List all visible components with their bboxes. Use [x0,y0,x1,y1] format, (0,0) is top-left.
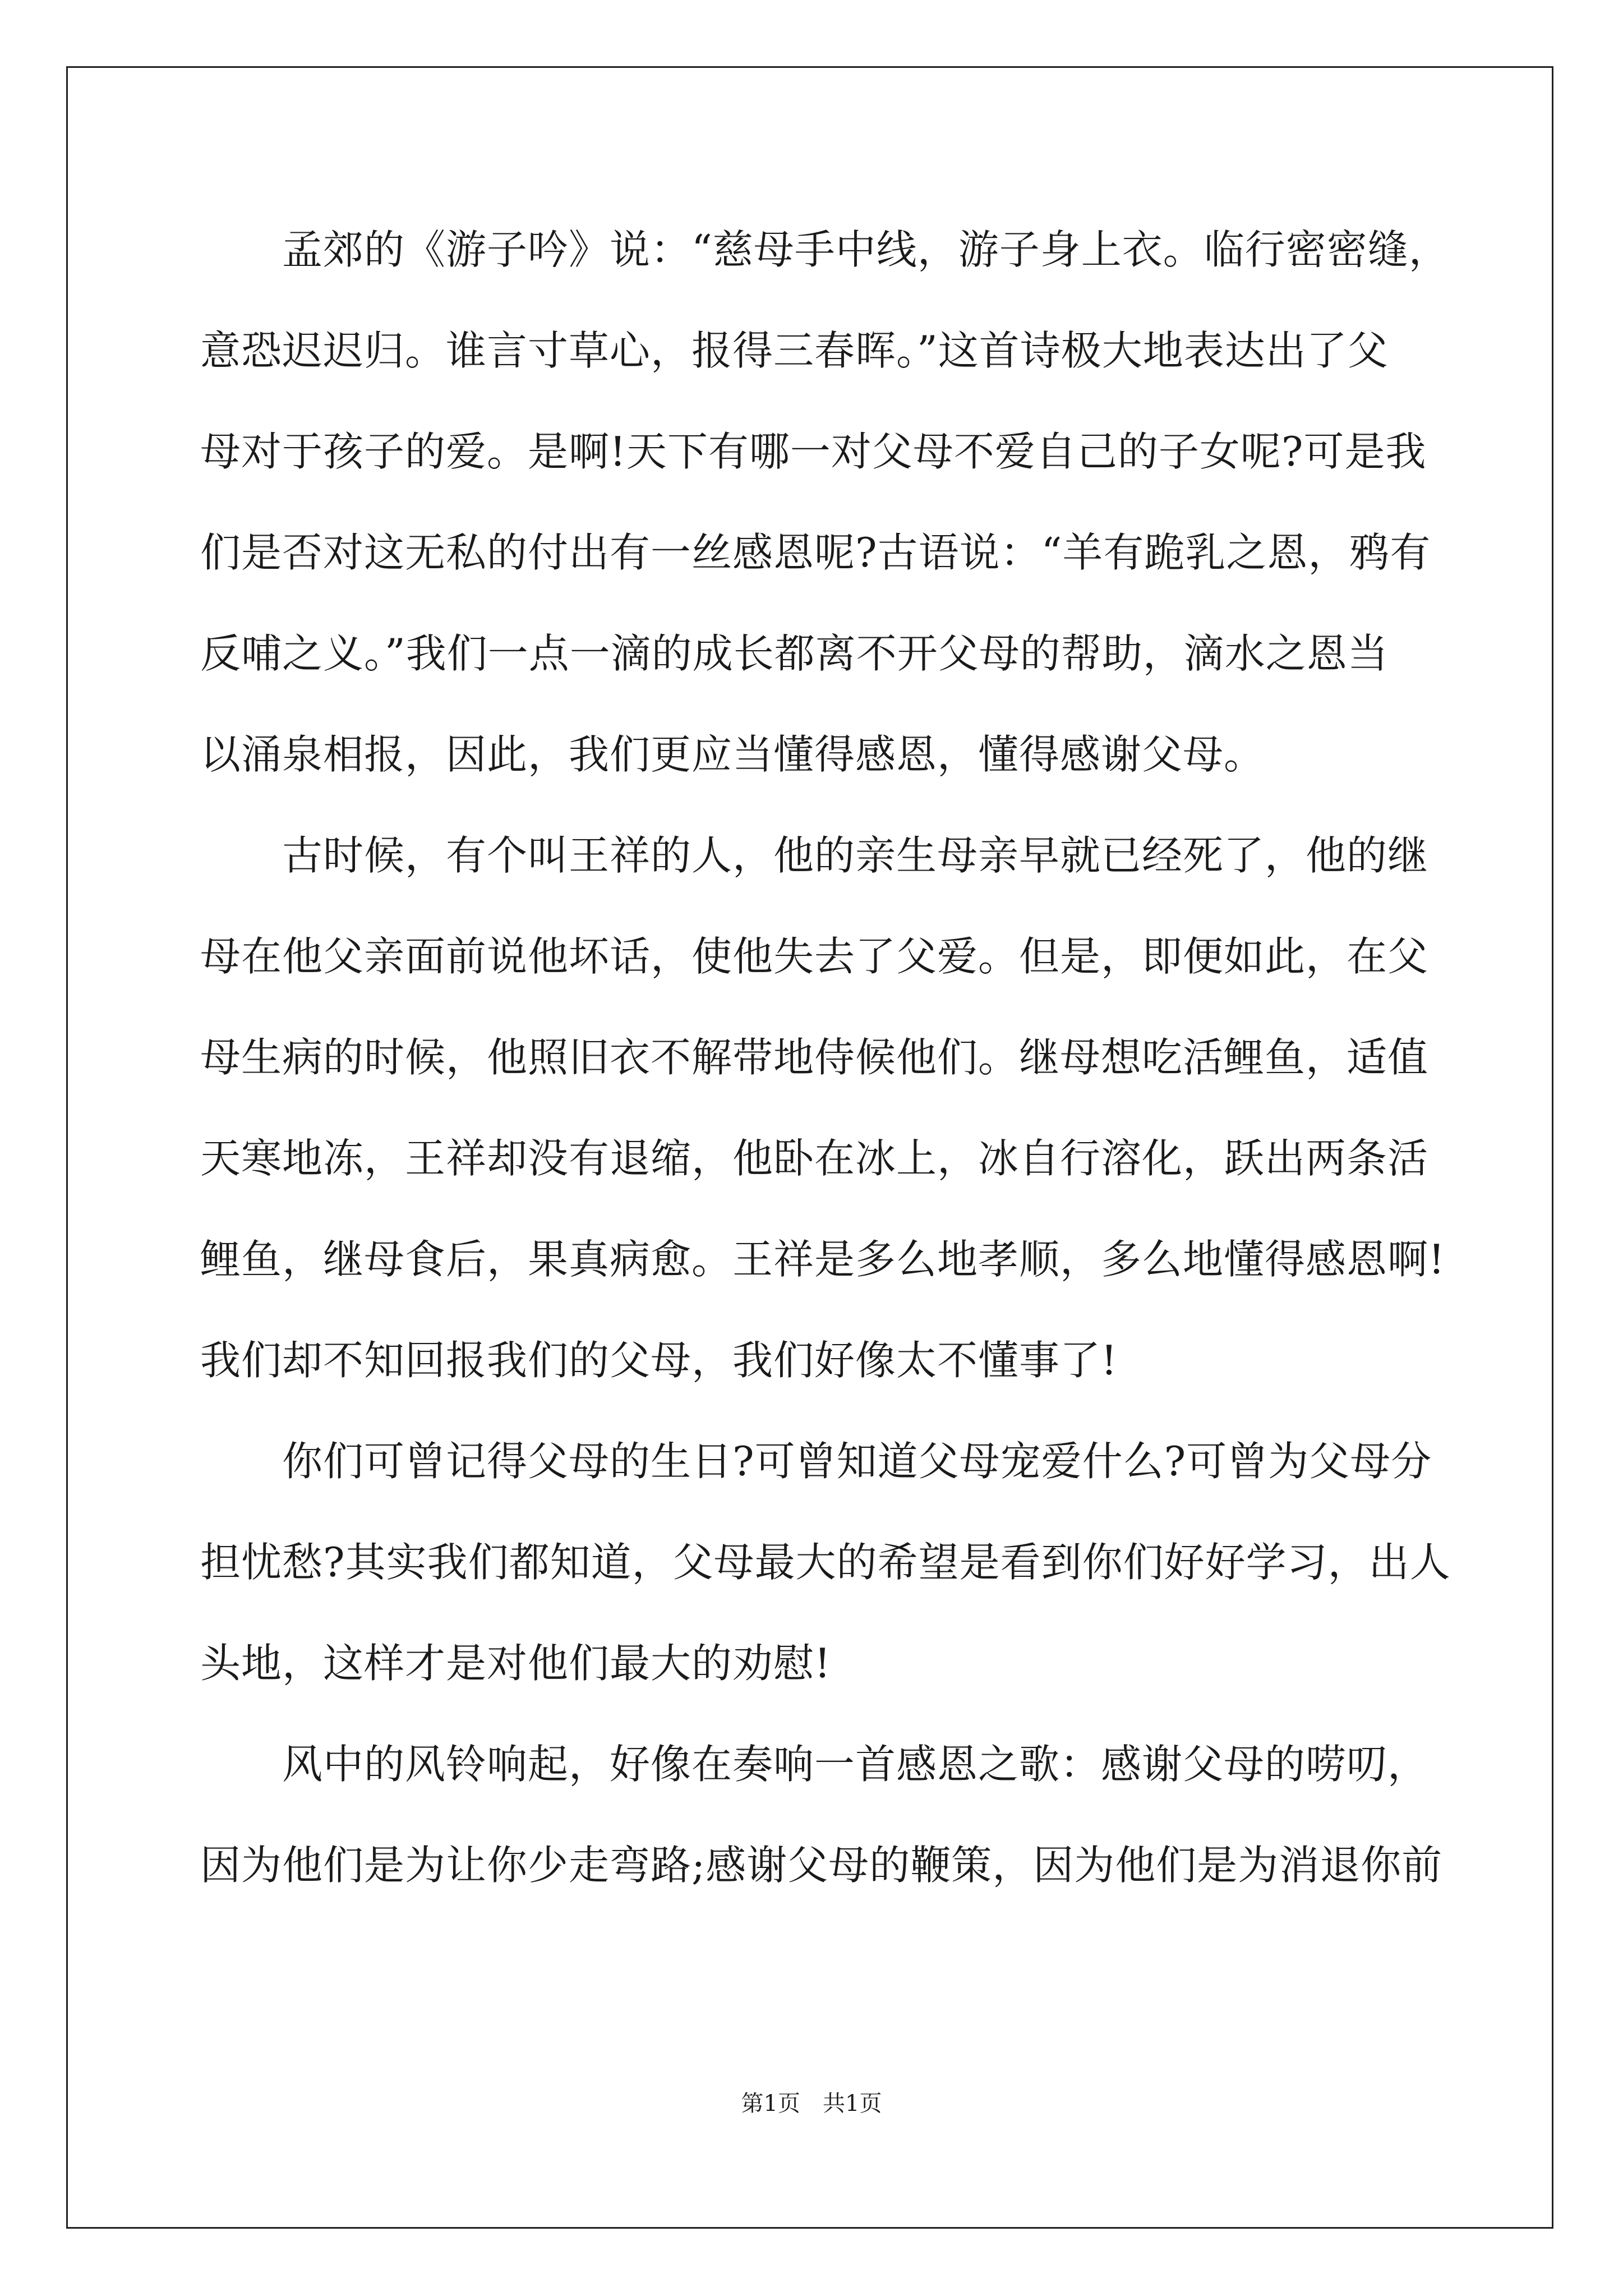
text-line: 风中的风铃响起，好像在奏响一首感恩之歌：感谢父母的唠叨， [200,1741,1429,1788]
text-line: 头地，这样才是对他们最大的劝慰! [200,1640,831,1687]
text-line: 孟郊的《游子吟》说：“慈母手中线，游子身上衣。临行密密缝， [200,226,1450,273]
text-line: 你们可曾记得父母的生日?可曾知道父母宠爱什么?可曾为父母分 [200,1438,1432,1485]
page-footer: 第1页 共1页 [741,2091,882,2116]
text-line: 天寒地冻，王祥却没有退缩，他卧在冰上，冰自行溶化，跃出两条活 [200,1135,1429,1182]
text-line: 我们却不知回报我们的父母，我们好像太不懂事了! [200,1337,1118,1384]
text-line: 鲤鱼，继母食后，果真病愈。王祥是多么地孝顺，多么地懂得感恩啊! [200,1236,1445,1283]
text-line: 反哺之义。”我们一点一滴的成长都离不开父母的帮助，滴水之恩当 [200,630,1389,677]
text-line: 因为他们是为让你少走弯路;感谢父母的鞭策，因为他们是为消退你前 [200,1842,1443,1889]
text-line: 古时候，有个叫王祥的人，他的亲生母亲早就已经死了，他的继 [200,832,1429,879]
text-line: 母生病的时候，他照旧衣不解带地侍候他们。继母想吃活鲤鱼，适值 [200,1034,1429,1081]
text-line: 以涌泉相报，因此，我们更应当懂得感恩，懂得感谢父母。 [200,731,1265,778]
text-line: 意恐迟迟归。谁言寸草心，报得三春晖。”这首诗极大地表达出了父 [200,327,1389,374]
text-line: 担忧愁?其实我们都知道，父母最大的希望是看到你们好好学习，出人 [200,1539,1451,1586]
text-line: 母对于孩子的爱。是啊!天下有哪一对父母不爱自己的子女呢?可是我 [200,428,1427,475]
text-line: 母在他父亲面前说他坏话，使他失去了父爱。但是，即便如此，在父 [200,933,1429,980]
text-line: 们是否对这无私的付出有一丝感恩呢?古语说：“羊有跪乳之恩，鸦有 [200,529,1431,576]
